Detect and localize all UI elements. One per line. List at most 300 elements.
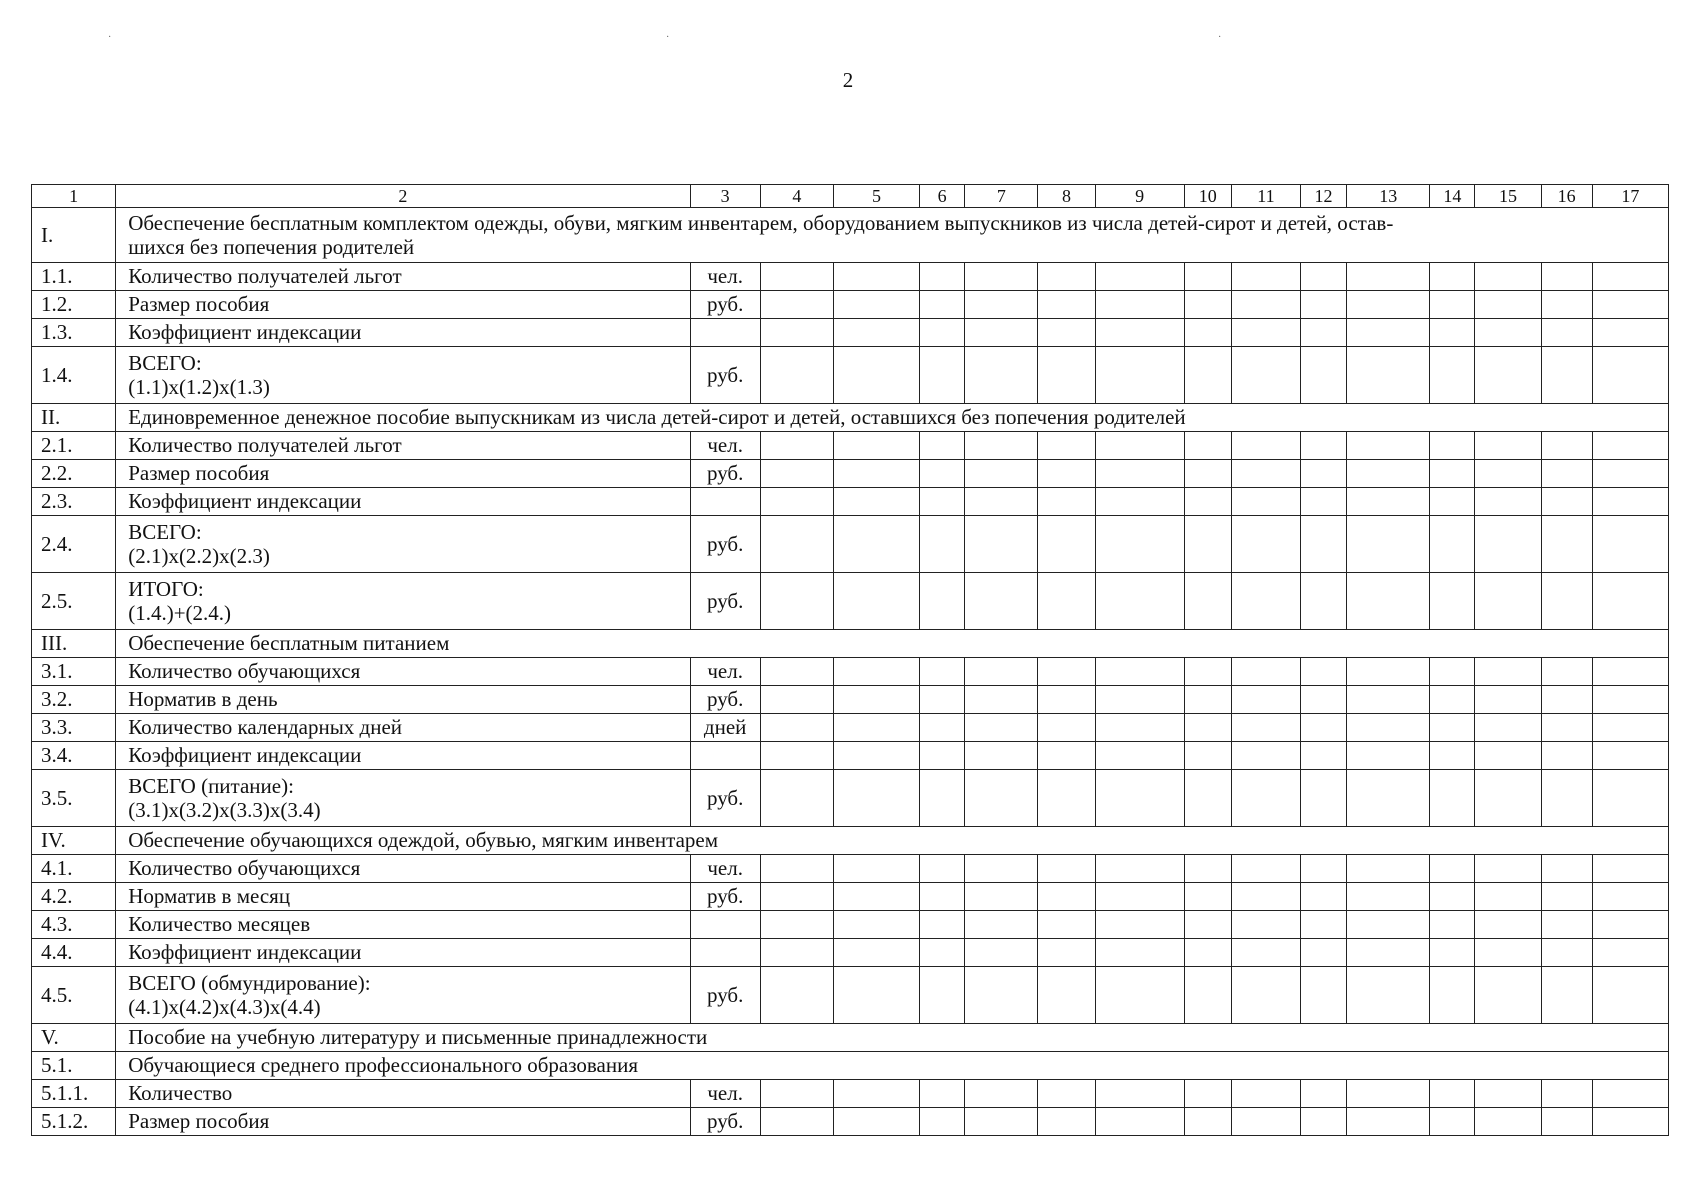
value-cell[interactable] — [760, 291, 833, 319]
value-cell[interactable] — [1231, 911, 1300, 939]
value-cell[interactable] — [1095, 516, 1184, 573]
value-cell[interactable] — [1301, 488, 1347, 516]
value-cell[interactable] — [920, 658, 965, 686]
value-cell[interactable] — [1231, 686, 1300, 714]
value-cell[interactable] — [760, 714, 833, 742]
value-cell[interactable] — [760, 432, 833, 460]
value-cell[interactable] — [1231, 658, 1300, 686]
value-cell[interactable] — [920, 1080, 965, 1108]
value-cell[interactable] — [1475, 1080, 1541, 1108]
value-cell[interactable] — [760, 967, 833, 1024]
value-cell[interactable] — [1541, 516, 1592, 573]
value-cell[interactable] — [1184, 1080, 1231, 1108]
value-cell[interactable] — [1592, 516, 1668, 573]
value-cell[interactable] — [833, 1080, 919, 1108]
value-cell[interactable] — [1095, 319, 1184, 347]
value-cell[interactable] — [1347, 1108, 1430, 1136]
value-cell[interactable] — [833, 488, 919, 516]
value-cell[interactable] — [1592, 742, 1668, 770]
value-cell[interactable] — [1430, 432, 1475, 460]
value-cell[interactable] — [1301, 319, 1347, 347]
value-cell[interactable] — [965, 460, 1038, 488]
value-cell[interactable] — [1301, 516, 1347, 573]
value-cell[interactable] — [1592, 714, 1668, 742]
value-cell[interactable] — [920, 714, 965, 742]
value-cell[interactable] — [833, 516, 919, 573]
value-cell[interactable] — [1347, 432, 1430, 460]
value-cell[interactable] — [965, 855, 1038, 883]
value-cell[interactable] — [1231, 347, 1300, 404]
value-cell[interactable] — [1475, 939, 1541, 967]
value-cell[interactable] — [1095, 714, 1184, 742]
value-cell[interactable] — [1475, 573, 1541, 630]
value-cell[interactable] — [1541, 658, 1592, 686]
value-cell[interactable] — [1301, 742, 1347, 770]
value-cell[interactable] — [760, 460, 833, 488]
value-cell[interactable] — [1475, 263, 1541, 291]
value-cell[interactable] — [965, 488, 1038, 516]
value-cell[interactable] — [1184, 460, 1231, 488]
value-cell[interactable] — [1038, 460, 1095, 488]
value-cell[interactable] — [1095, 291, 1184, 319]
value-cell[interactable] — [1095, 967, 1184, 1024]
value-cell[interactable] — [1475, 291, 1541, 319]
total-caption: ВСЕГО: — [128, 350, 202, 375]
value-cell[interactable] — [1347, 658, 1430, 686]
value-cell[interactable] — [1038, 488, 1095, 516]
value-cell[interactable] — [920, 939, 965, 967]
value-cell[interactable] — [1231, 770, 1300, 827]
value-cell[interactable] — [1430, 658, 1475, 686]
value-cell[interactable] — [1430, 1080, 1475, 1108]
value-cell[interactable] — [1347, 573, 1430, 630]
value-cell[interactable] — [1184, 714, 1231, 742]
value-cell[interactable] — [1430, 686, 1475, 714]
value-cell[interactable] — [760, 770, 833, 827]
value-cell[interactable] — [1301, 658, 1347, 686]
value-cell[interactable] — [1347, 460, 1430, 488]
value-cell[interactable] — [760, 855, 833, 883]
value-cell[interactable] — [1301, 939, 1347, 967]
value-cell[interactable] — [1430, 347, 1475, 404]
value-cell[interactable] — [1184, 516, 1231, 573]
value-cell[interactable] — [1184, 263, 1231, 291]
value-cell[interactable] — [1347, 1080, 1430, 1108]
value-cell[interactable] — [1038, 573, 1095, 630]
value-cell[interactable] — [1347, 319, 1430, 347]
value-cell[interactable] — [1430, 319, 1475, 347]
value-cell[interactable] — [1184, 911, 1231, 939]
value-cell[interactable] — [1231, 263, 1300, 291]
value-cell[interactable] — [1184, 432, 1231, 460]
value-cell[interactable] — [1184, 347, 1231, 404]
value-cell[interactable] — [1430, 263, 1475, 291]
value-cell[interactable] — [920, 347, 965, 404]
value-cell[interactable] — [1347, 967, 1430, 1024]
value-cell[interactable] — [1541, 488, 1592, 516]
value-cell[interactable] — [1430, 516, 1475, 573]
value-cell[interactable] — [1592, 347, 1668, 404]
value-cell[interactable] — [1592, 1080, 1668, 1108]
value-cell[interactable] — [1347, 714, 1430, 742]
value-cell[interactable] — [1184, 967, 1231, 1024]
value-cell[interactable] — [965, 939, 1038, 967]
value-cell[interactable] — [965, 714, 1038, 742]
value-cell[interactable] — [1430, 488, 1475, 516]
value-cell[interactable] — [760, 686, 833, 714]
value-cell[interactable] — [1592, 911, 1668, 939]
value-cell[interactable] — [833, 460, 919, 488]
value-cell[interactable] — [920, 770, 965, 827]
value-cell[interactable] — [1475, 488, 1541, 516]
value-cell[interactable] — [833, 939, 919, 967]
value-cell[interactable] — [833, 347, 919, 404]
value-cell[interactable] — [920, 573, 965, 630]
value-cell[interactable] — [1301, 686, 1347, 714]
value-cell[interactable] — [965, 432, 1038, 460]
value-cell[interactable] — [1095, 911, 1184, 939]
value-cell[interactable] — [1038, 432, 1095, 460]
value-cell[interactable] — [1038, 291, 1095, 319]
value-cell[interactable] — [833, 911, 919, 939]
value-cell[interactable] — [1541, 742, 1592, 770]
value-cell[interactable] — [760, 319, 833, 347]
value-cell[interactable] — [833, 714, 919, 742]
value-cell[interactable] — [1231, 573, 1300, 630]
value-cell[interactable] — [1475, 658, 1541, 686]
value-cell[interactable] — [833, 263, 919, 291]
value-cell[interactable] — [1301, 573, 1347, 630]
value-cell[interactable] — [1231, 319, 1300, 347]
value-cell[interactable] — [920, 1108, 965, 1136]
value-cell[interactable] — [1475, 911, 1541, 939]
value-cell[interactable] — [1231, 432, 1300, 460]
value-cell[interactable] — [920, 855, 965, 883]
value-cell[interactable] — [965, 516, 1038, 573]
value-cell[interactable] — [1592, 658, 1668, 686]
value-cell[interactable] — [965, 967, 1038, 1024]
value-cell[interactable] — [1231, 855, 1300, 883]
value-cell[interactable] — [1541, 770, 1592, 827]
value-cell[interactable] — [1095, 1080, 1184, 1108]
value-cell[interactable] — [760, 488, 833, 516]
value-cell[interactable] — [1430, 770, 1475, 827]
value-cell[interactable] — [1592, 263, 1668, 291]
value-cell[interactable] — [1095, 573, 1184, 630]
table-row — [32, 883, 1669, 911]
value-cell[interactable] — [920, 291, 965, 319]
value-cell[interactable] — [833, 319, 919, 347]
value-cell[interactable] — [1430, 967, 1475, 1024]
value-cell[interactable] — [965, 291, 1038, 319]
value-cell[interactable] — [1301, 291, 1347, 319]
value-cell[interactable] — [1184, 573, 1231, 630]
value-cell[interactable] — [1347, 939, 1430, 967]
value-cell[interactable] — [920, 432, 965, 460]
value-cell[interactable] — [920, 883, 965, 911]
value-cell[interactable] — [1541, 911, 1592, 939]
value-cell[interactable] — [833, 967, 919, 1024]
value-cell[interactable] — [965, 347, 1038, 404]
value-cell[interactable] — [1038, 855, 1095, 883]
value-cell[interactable] — [1541, 714, 1592, 742]
value-cell[interactable] — [1038, 516, 1095, 573]
value-cell[interactable] — [833, 1108, 919, 1136]
value-cell[interactable] — [965, 770, 1038, 827]
value-cell[interactable] — [1592, 883, 1668, 911]
value-cell[interactable] — [1301, 967, 1347, 1024]
value-cell[interactable] — [1430, 939, 1475, 967]
value-cell[interactable] — [1231, 939, 1300, 967]
value-cell[interactable] — [1095, 432, 1184, 460]
section-row — [32, 1052, 1669, 1080]
value-cell[interactable] — [1095, 855, 1184, 883]
value-cell[interactable] — [1347, 347, 1430, 404]
value-cell[interactable] — [1095, 263, 1184, 291]
value-cell[interactable] — [1475, 686, 1541, 714]
value-cell[interactable] — [1184, 770, 1231, 827]
value-cell[interactable] — [1541, 686, 1592, 714]
value-cell[interactable] — [1475, 770, 1541, 827]
value-cell[interactable] — [1184, 1108, 1231, 1136]
row-number: 3.1. — [32, 658, 116, 686]
value-cell[interactable] — [1592, 770, 1668, 827]
value-cell[interactable] — [1592, 686, 1668, 714]
value-cell[interactable] — [1541, 573, 1592, 630]
value-cell[interactable] — [1095, 770, 1184, 827]
value-cell[interactable] — [1347, 742, 1430, 770]
value-cell[interactable] — [1475, 742, 1541, 770]
value-cell[interactable] — [1475, 855, 1541, 883]
value-cell[interactable] — [1301, 1108, 1347, 1136]
value-cell[interactable] — [833, 573, 919, 630]
value-cell[interactable] — [1475, 967, 1541, 1024]
value-cell[interactable] — [1231, 460, 1300, 488]
value-cell[interactable] — [1541, 291, 1592, 319]
value-cell[interactable] — [1095, 658, 1184, 686]
value-cell[interactable] — [760, 573, 833, 630]
value-cell[interactable] — [965, 658, 1038, 686]
value-cell[interactable] — [1095, 1108, 1184, 1136]
value-cell[interactable] — [1038, 658, 1095, 686]
value-cell[interactable] — [1592, 855, 1668, 883]
value-cell[interactable] — [1231, 714, 1300, 742]
value-cell[interactable] — [1301, 883, 1347, 911]
value-cell[interactable] — [920, 967, 965, 1024]
value-cell[interactable] — [1541, 432, 1592, 460]
value-cell[interactable] — [920, 488, 965, 516]
value-cell[interactable] — [1541, 319, 1592, 347]
value-cell[interactable] — [1347, 488, 1430, 516]
value-cell[interactable] — [833, 432, 919, 460]
value-cell[interactable] — [965, 686, 1038, 714]
value-cell[interactable] — [833, 291, 919, 319]
value-cell[interactable] — [1095, 742, 1184, 770]
value-cell[interactable] — [1038, 883, 1095, 911]
value-cell[interactable] — [1038, 1108, 1095, 1136]
value-cell[interactable] — [965, 1080, 1038, 1108]
value-cell[interactable] — [1541, 460, 1592, 488]
value-cell[interactable] — [1184, 291, 1231, 319]
value-cell[interactable] — [1592, 967, 1668, 1024]
value-cell[interactable] — [1231, 291, 1300, 319]
value-cell[interactable] — [1184, 319, 1231, 347]
value-cell[interactable] — [1475, 347, 1541, 404]
value-cell[interactable] — [760, 939, 833, 967]
value-cell[interactable] — [1430, 460, 1475, 488]
value-cell[interactable] — [1347, 291, 1430, 319]
value-cell[interactable] — [833, 742, 919, 770]
value-cell[interactable] — [1231, 883, 1300, 911]
value-cell[interactable] — [1347, 516, 1430, 573]
value-cell[interactable] — [1038, 347, 1095, 404]
value-cell[interactable] — [760, 883, 833, 911]
value-cell[interactable] — [760, 1080, 833, 1108]
value-cell[interactable] — [1475, 516, 1541, 573]
value-cell[interactable] — [1541, 883, 1592, 911]
value-cell[interactable] — [920, 911, 965, 939]
section-row — [32, 1024, 1669, 1052]
value-cell[interactable] — [1592, 939, 1668, 967]
value-cell[interactable] — [1430, 911, 1475, 939]
value-cell[interactable] — [1231, 516, 1300, 573]
value-cell[interactable] — [1430, 714, 1475, 742]
value-cell[interactable] — [1231, 967, 1300, 1024]
value-cell[interactable] — [1347, 883, 1430, 911]
value-cell[interactable] — [833, 883, 919, 911]
value-cell[interactable] — [760, 658, 833, 686]
value-cell[interactable] — [1430, 855, 1475, 883]
value-cell[interactable] — [1095, 939, 1184, 967]
value-cell[interactable] — [965, 911, 1038, 939]
value-cell[interactable] — [1038, 319, 1095, 347]
value-cell[interactable] — [760, 911, 833, 939]
value-cell[interactable] — [1430, 742, 1475, 770]
value-cell[interactable] — [1184, 488, 1231, 516]
value-cell[interactable] — [965, 1108, 1038, 1136]
value-cell[interactable] — [1592, 573, 1668, 630]
value-cell[interactable] — [1095, 460, 1184, 488]
value-cell[interactable] — [920, 516, 965, 573]
value-cell[interactable] — [965, 263, 1038, 291]
value-cell[interactable] — [1430, 573, 1475, 630]
value-cell[interactable] — [1301, 911, 1347, 939]
value-cell[interactable] — [760, 263, 833, 291]
value-cell[interactable] — [1184, 742, 1231, 770]
value-cell[interactable] — [1038, 742, 1095, 770]
value-cell[interactable] — [760, 1108, 833, 1136]
value-cell[interactable] — [1541, 263, 1592, 291]
value-cell[interactable] — [1095, 883, 1184, 911]
value-cell[interactable] — [1347, 855, 1430, 883]
value-cell[interactable] — [1301, 432, 1347, 460]
value-cell[interactable] — [1038, 1080, 1095, 1108]
value-cell[interactable] — [965, 573, 1038, 630]
value-cell[interactable] — [1038, 263, 1095, 291]
value-cell[interactable] — [1184, 939, 1231, 967]
value-cell[interactable] — [1541, 939, 1592, 967]
value-cell[interactable] — [760, 742, 833, 770]
value-cell[interactable] — [965, 883, 1038, 911]
value-cell[interactable] — [1592, 291, 1668, 319]
value-cell[interactable] — [1541, 855, 1592, 883]
value-cell[interactable] — [1231, 488, 1300, 516]
value-cell[interactable] — [1184, 658, 1231, 686]
value-cell[interactable] — [920, 460, 965, 488]
value-cell[interactable] — [1541, 1080, 1592, 1108]
value-cell[interactable] — [1038, 939, 1095, 967]
value-cell[interactable] — [1184, 855, 1231, 883]
value-cell[interactable] — [1038, 714, 1095, 742]
value-cell[interactable] — [1301, 855, 1347, 883]
value-cell[interactable] — [1430, 883, 1475, 911]
value-cell[interactable] — [1592, 432, 1668, 460]
value-cell[interactable] — [1301, 1080, 1347, 1108]
value-cell[interactable] — [1301, 770, 1347, 827]
total-caption: ВСЕГО (обмундирование): — [128, 970, 371, 995]
value-cell[interactable] — [833, 770, 919, 827]
value-cell[interactable] — [1095, 686, 1184, 714]
value-cell[interactable] — [1184, 686, 1231, 714]
value-cell[interactable] — [1231, 742, 1300, 770]
value-cell[interactable] — [1038, 770, 1095, 827]
value-cell[interactable] — [1475, 319, 1541, 347]
value-cell[interactable] — [760, 347, 833, 404]
value-cell[interactable] — [920, 742, 965, 770]
value-cell[interactable] — [1301, 347, 1347, 404]
value-cell[interactable] — [1301, 263, 1347, 291]
value-cell[interactable] — [833, 855, 919, 883]
value-cell[interactable] — [965, 319, 1038, 347]
value-cell[interactable] — [1592, 1108, 1668, 1136]
value-cell[interactable] — [1038, 686, 1095, 714]
value-cell[interactable] — [1231, 1080, 1300, 1108]
value-cell[interactable] — [1475, 432, 1541, 460]
value-cell[interactable] — [1347, 686, 1430, 714]
value-cell[interactable] — [920, 319, 965, 347]
value-cell[interactable] — [920, 263, 965, 291]
value-cell[interactable] — [1347, 770, 1430, 827]
value-cell[interactable] — [1592, 460, 1668, 488]
value-cell[interactable] — [1430, 291, 1475, 319]
value-cell[interactable] — [1541, 347, 1592, 404]
value-cell[interactable] — [1592, 488, 1668, 516]
value-cell[interactable] — [920, 686, 965, 714]
value-cell[interactable] — [965, 742, 1038, 770]
value-cell[interactable] — [760, 516, 833, 573]
value-cell[interactable] — [1541, 967, 1592, 1024]
value-cell[interactable] — [1592, 319, 1668, 347]
value-cell[interactable] — [1475, 460, 1541, 488]
value-cell[interactable] — [1231, 1108, 1300, 1136]
value-cell[interactable] — [1301, 460, 1347, 488]
value-cell[interactable] — [1301, 714, 1347, 742]
value-cell[interactable] — [1095, 347, 1184, 404]
value-cell[interactable] — [833, 658, 919, 686]
value-cell[interactable] — [1475, 883, 1541, 911]
value-cell[interactable] — [1430, 1108, 1475, 1136]
value-cell[interactable] — [1184, 883, 1231, 911]
value-cell[interactable] — [1347, 911, 1430, 939]
value-cell[interactable] — [1095, 488, 1184, 516]
value-cell[interactable] — [1038, 911, 1095, 939]
value-cell[interactable] — [1347, 263, 1430, 291]
value-cell[interactable] — [1038, 967, 1095, 1024]
value-cell[interactable] — [833, 686, 919, 714]
value-cell[interactable] — [1475, 714, 1541, 742]
value-cell[interactable] — [1475, 1108, 1541, 1136]
value-cell[interactable] — [1541, 1108, 1592, 1136]
